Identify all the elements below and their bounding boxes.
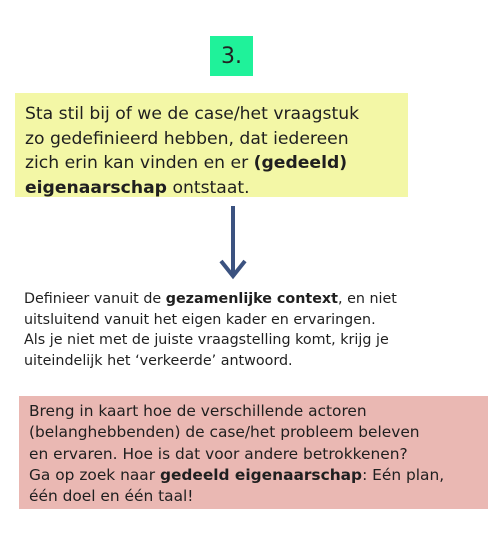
- stakeholder-line-4-post: : Eén plan,: [362, 465, 445, 484]
- reflection-line-1: Sta stil bij of we de case/het vraagstuk: [25, 104, 360, 124]
- reflection-line-3-bold: (gedeeld): [253, 153, 348, 173]
- stakeholder-line-2: (belanghebbenden) de case/het probleem beleven: [29, 423, 420, 442]
- stakeholder-line-4-pre: Ga op zoek naar: [29, 465, 160, 484]
- definition-line-4: uiteindelijk het ‘verkeerde’ antwoord.: [24, 352, 293, 369]
- definition-text: [24, 289, 464, 371]
- stakeholder-line-4-bold: gedeeld eigenaarschap: [159, 465, 363, 484]
- stakeholder-box: [19, 396, 488, 509]
- stakeholder-line-5: één doel en één taal!: [29, 487, 194, 506]
- stakeholder-line-3: en ervaren. Hoe is dat voor andere betrokkenen?: [29, 444, 408, 463]
- reflection-line-3-text: zich erin kan vinden en er: [25, 153, 254, 173]
- arrow-down-icon: [218, 206, 248, 280]
- definition-line-1: [24, 289, 464, 310]
- reflection-line-4: [25, 176, 400, 201]
- reflection-box: [15, 93, 408, 197]
- reflection-line-4-text: ontstaat.: [166, 177, 250, 198]
- step-number: 3.: [221, 43, 242, 69]
- reflection-line-4-bold: eigenaarschap: [25, 177, 167, 198]
- stakeholder-line-4: [29, 465, 480, 486]
- reflection-line-3: [25, 151, 400, 176]
- reflection-line-2: zo gedefinieerd hebben, dat iedereen: [25, 128, 349, 149]
- definition-line-3: Als je niet met de juiste vraagstelling komt, krijg je: [24, 332, 389, 348]
- definition-line-2: uitsluitend vanuit het eigen kader en ervaringen.: [24, 311, 376, 328]
- definition-line-1-bold: gezamenlijke context: [165, 291, 338, 307]
- stakeholder-line-1: Breng in kaart hoe de verschillende actoren: [29, 402, 367, 420]
- definition-line-1-post: , en niet: [337, 291, 397, 307]
- step-number-badge: [210, 36, 253, 76]
- definition-line-1-pre: Definieer vanuit de: [24, 291, 166, 307]
